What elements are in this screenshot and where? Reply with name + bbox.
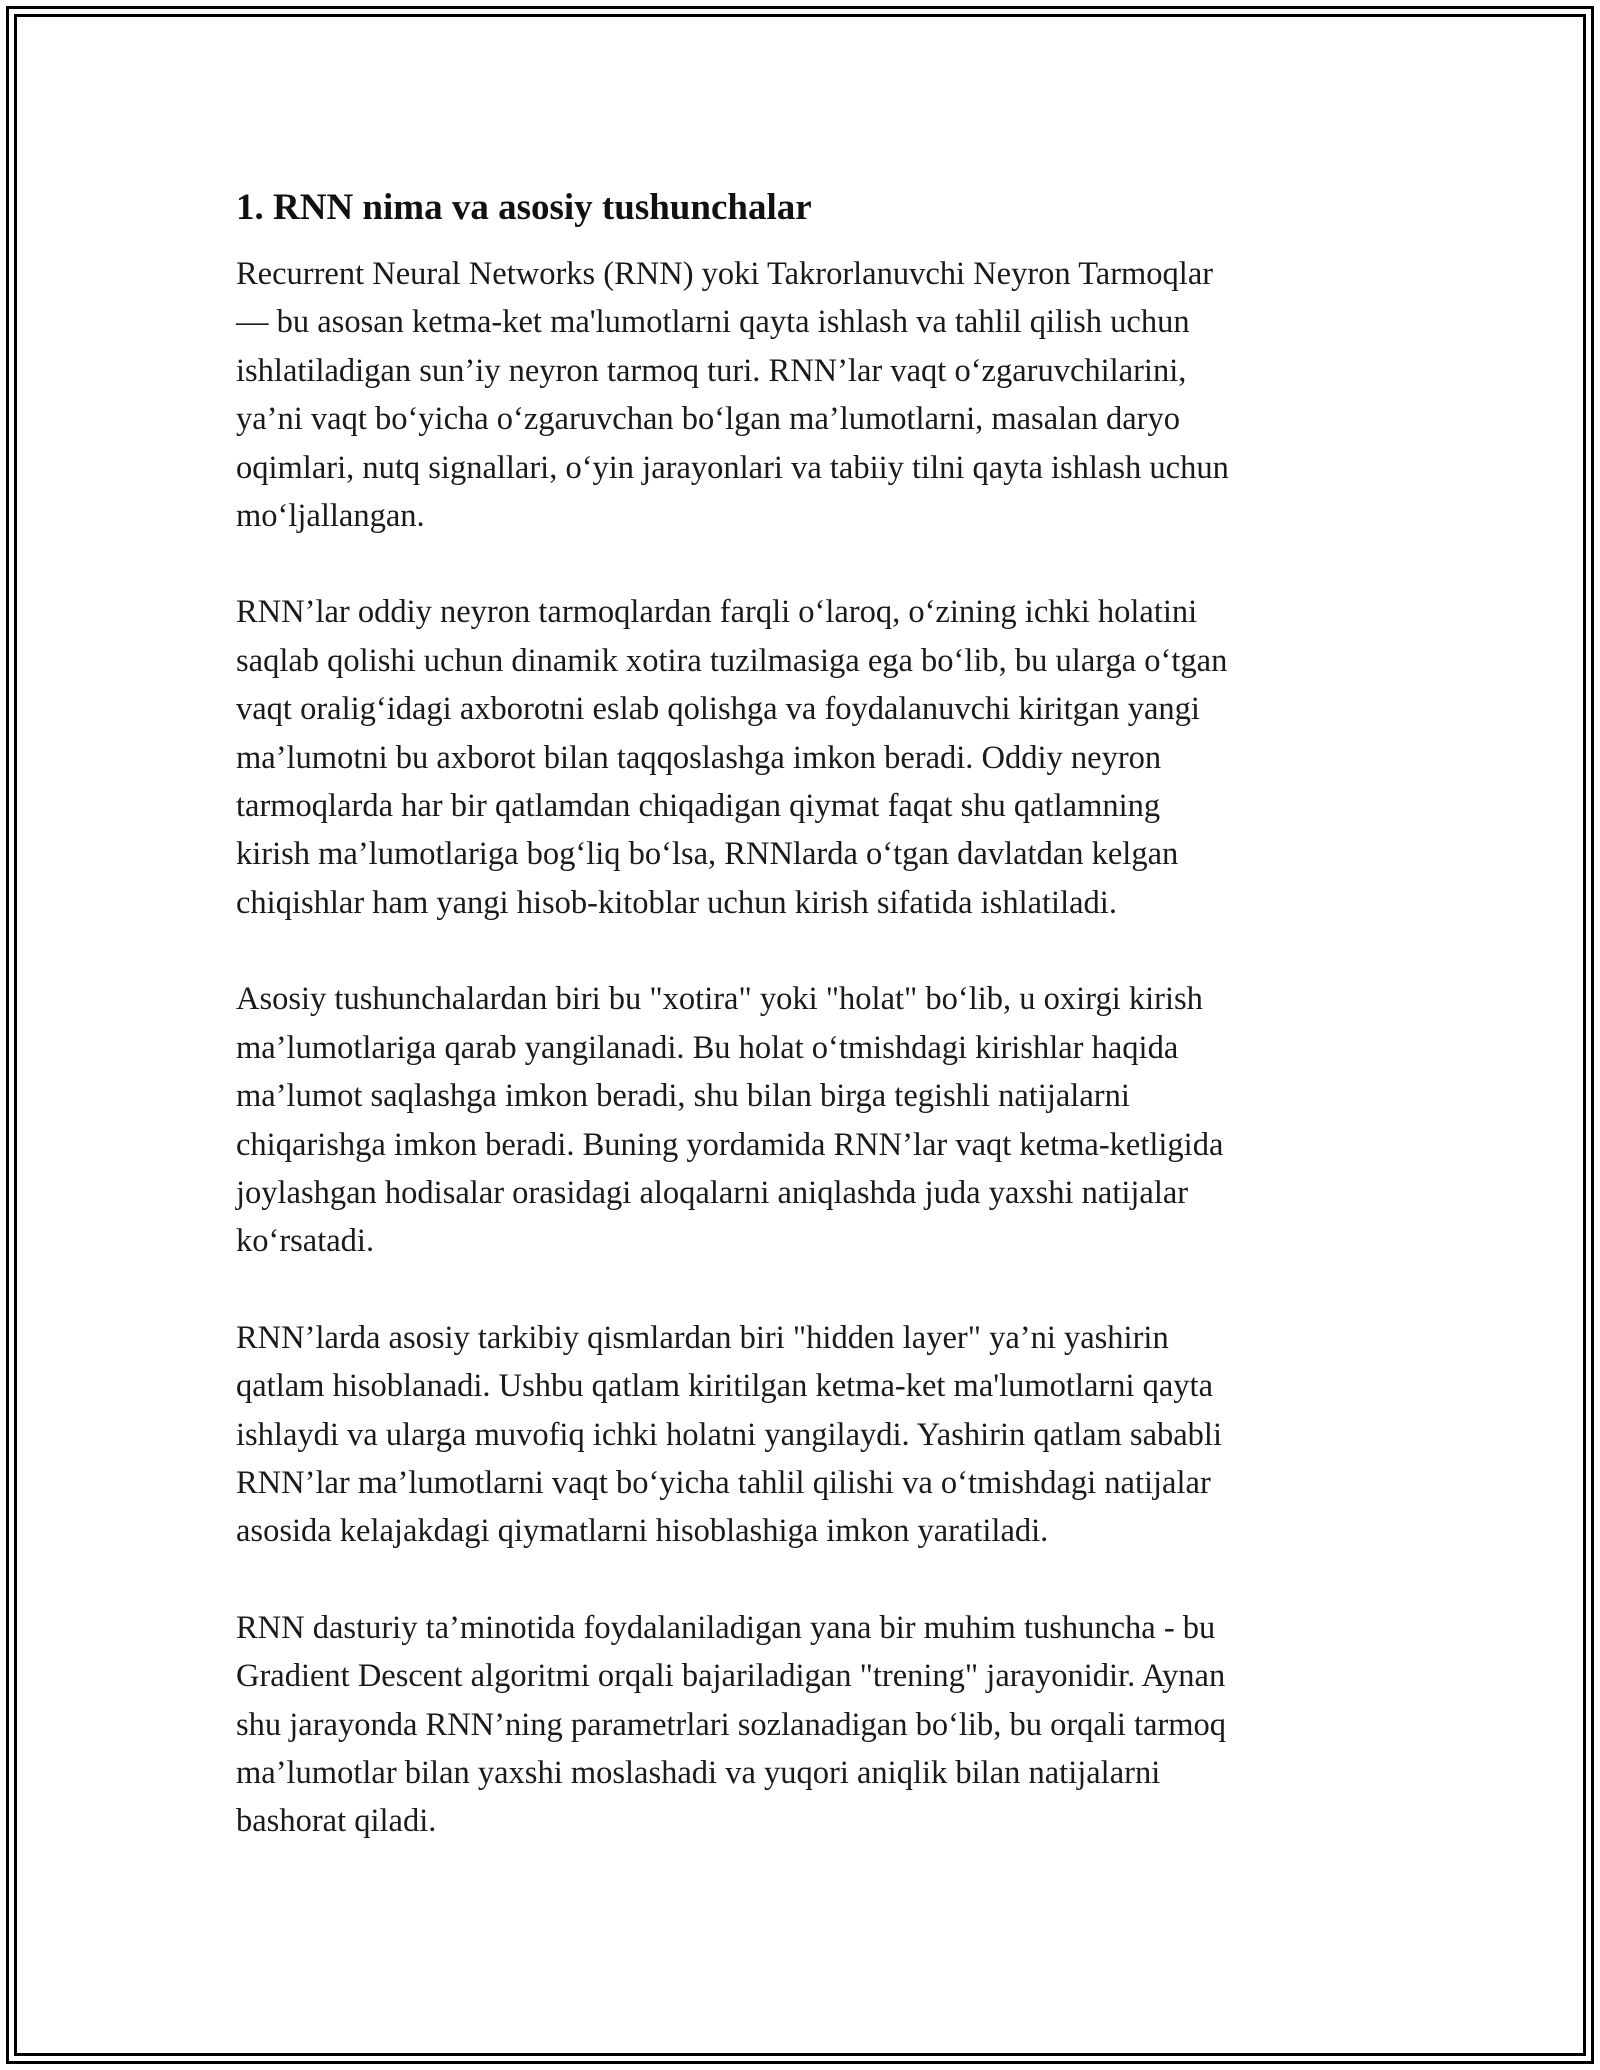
paragraph-line: oqimlari, nutq signallari, o‘yin jarayonlari va tabiiy tilni qayta ishlash uchun: [236, 449, 1229, 486]
paragraph-line: ma’lumotlar bilan yaxshi moslashadi va yuqori aniqlik bilan natijalarni: [236, 1754, 1161, 1791]
paragraph-2: [236, 588, 1366, 927]
paragraph-3: [236, 975, 1366, 1265]
paragraph-line: ma’lumotni bu axborot bilan taqqoslashga imkon beradi. Oddiy neyron: [236, 739, 1162, 776]
paragraph-line: asosida kelajakdagi qiymatlarni hisoblashiga imkon yaratiladi.: [236, 1513, 1049, 1550]
paragraph-line: Recurrent Neural Networks (RNN) yoki Takrorlanuvchi Neyron Tarmoqlar: [236, 256, 1214, 292]
paragraph-line: Gradient Descent algoritmi orqali bajariladigan "trening" jarayonidir. Aynan: [236, 1658, 1226, 1695]
paragraph-line: chiqishlar ham yangi hisob-kitoblar uchun kirish sifatida ishlatiladi.: [236, 884, 1117, 921]
paragraph-line: tarmoqlarda har bir qatlamdan chiqadigan qiymat faqat shu qatlamning: [236, 788, 1161, 825]
paragraph-line: qatlam hisoblanadi. Ushbu qatlam kiritilgan ketma-ket ma'lumotlarni qayta: [236, 1368, 1213, 1405]
paragraph-line: RNN’lar oddiy neyron tarmoqlardan farqli o‘laroq, o‘zining ichki holatini: [236, 594, 1198, 631]
paragraph-line: vaqt oralig‘idagi axborotni eslab qolishga va foydalanuvchi kiritgan yangi: [236, 691, 1200, 728]
paragraph-line: mo‘ljallangan.: [236, 498, 425, 535]
paragraph-5: [236, 1604, 1366, 1846]
paragraph-line: RNN’larda asosiy tarkibiy qismlardan biri "hidden layer" ya’ni yashirin: [236, 1319, 1169, 1356]
paragraph-line: ishlatiladigan sun’iy neyron tarmoq turi. RNN’lar vaqt o‘zgaruvchilarini,: [236, 352, 1187, 389]
paragraph-line: ishlaydi va ularga muvofiq ichki holatni yangilaydi. Yashirin qatlam sababli: [236, 1416, 1222, 1453]
paragraph-line: shu jarayonda RNN’ning parametrlari sozlanadigan bo‘lib, bu orqali tarmoq: [236, 1706, 1227, 1743]
paragraph-line: ya’ni vaqt bo‘yicha o‘zgaruvchan bo‘lgan ma’lumotlarni, masalan daryo: [236, 401, 1180, 438]
paragraph-line: ma’lumot saqlashga imkon beradi, shu bilan birga tegishli natijalarni: [236, 1078, 1130, 1115]
paragraph-line: bashorat qiladi.: [236, 1803, 437, 1840]
paragraph-line: RNN’lar ma’lumotlarni vaqt bo‘yicha tahlil qilishi va o‘tmishdagi natijalar: [236, 1464, 1211, 1501]
section-heading: 1. RNN nima va asosiy tushunchalar: [236, 187, 812, 228]
paragraph-line: joylashgan hodisalar orasidagi aloqalarni aniqlashda juda yaxshi natijalar: [236, 1174, 1189, 1211]
paragraph-line: kirish ma’lumotlariga bog‘liq bo‘lsa, RNNlarda o‘tgan davlatdan kelgan: [236, 836, 1179, 873]
paragraph-line: RNN dasturiy ta’minotida foydalaniladigan yana bir muhim tushuncha - bu: [236, 1609, 1216, 1646]
paragraph-4: [236, 1314, 1366, 1556]
paragraph-line: Asosiy tushunchalardan biri bu "xotira" yoki "holat" bo‘lib, u oxirgi kirish: [236, 981, 1203, 1018]
paragraph-line: ko‘rsatadi.: [236, 1223, 375, 1260]
document-body: [236, 184, 1366, 1894]
paragraph-line: saqlab qolishi uchun dinamik xotira tuzilmasiga ega bo‘lib, bu ularga o‘tgan: [236, 642, 1228, 679]
paragraph-1: [236, 250, 1366, 540]
paragraph-line: chiqarishga imkon beradi. Buning yordamida RNN’lar vaqt ketma-ketligida: [236, 1126, 1224, 1163]
paragraph-line: ma’lumotlariga qarab yangilanadi. Bu holat o‘tmishdagi kirishlar haqida: [236, 1029, 1179, 1066]
paragraph-line: — bu asosan ketma-ket ma'lumotlarni qayta ishlash va tahlil qilish uchun: [236, 304, 1190, 341]
